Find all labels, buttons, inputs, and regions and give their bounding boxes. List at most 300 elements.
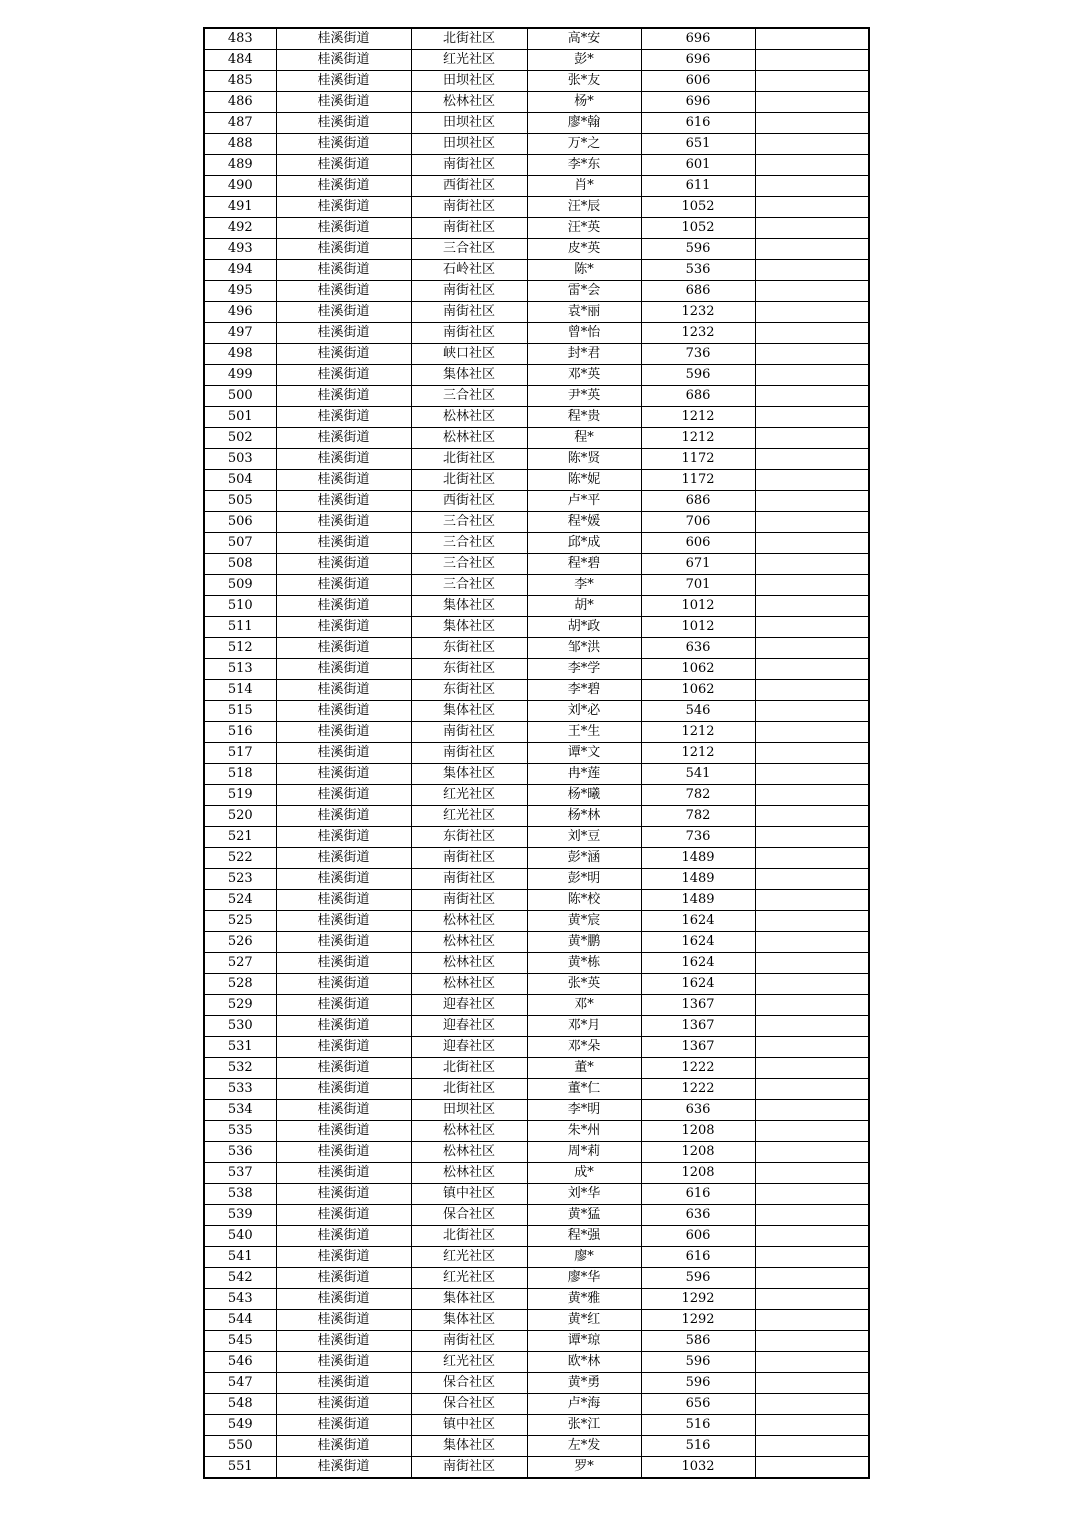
row-number-cell: 483 [204,28,276,50]
amount-cell: 616 [641,113,755,134]
street-cell: 桂溪街道 [276,764,411,785]
amount-cell: 706 [641,512,755,533]
name-cell: 董* [527,1058,641,1079]
remark-cell [755,302,869,323]
amount-cell: 671 [641,554,755,575]
amount-cell: 601 [641,155,755,176]
community-cell: 红光社区 [411,50,527,71]
remark-cell [755,323,869,344]
table-row [204,365,869,386]
table-row [204,596,869,617]
community-cell: 保合社区 [411,1394,527,1415]
community-cell: 三合社区 [411,533,527,554]
name-cell: 程*贵 [527,407,641,428]
amount-cell: 736 [641,344,755,365]
row-number-cell: 496 [204,302,276,323]
remark-cell [755,239,869,260]
row-number-cell: 523 [204,869,276,890]
name-cell: 程*碧 [527,554,641,575]
amount-cell: 606 [641,1226,755,1247]
street-cell: 桂溪街道 [276,932,411,953]
row-number-cell: 524 [204,890,276,911]
remark-cell [755,1121,869,1142]
row-number-cell: 540 [204,1226,276,1247]
community-cell: 北街社区 [411,449,527,470]
amount-cell: 686 [641,281,755,302]
remark-cell [755,260,869,281]
amount-cell: 1012 [641,596,755,617]
street-cell: 桂溪街道 [276,1268,411,1289]
remark-cell [755,554,869,575]
community-cell: 东街社区 [411,827,527,848]
table-row [204,491,869,512]
table-row [204,1394,869,1415]
row-number-cell: 533 [204,1079,276,1100]
name-cell: 封*君 [527,344,641,365]
community-cell: 松林社区 [411,932,527,953]
name-cell: 彭*明 [527,869,641,890]
table-row [204,722,869,743]
amount-cell: 1292 [641,1310,755,1331]
street-cell: 桂溪街道 [276,218,411,239]
row-number-cell: 505 [204,491,276,512]
name-cell: 卢*海 [527,1394,641,1415]
amount-cell: 636 [641,638,755,659]
name-cell: 张*友 [527,71,641,92]
name-cell: 李*碧 [527,680,641,701]
amount-cell: 516 [641,1415,755,1436]
amount-cell: 1489 [641,890,755,911]
amount-cell: 516 [641,1436,755,1457]
street-cell: 桂溪街道 [276,1079,411,1100]
name-cell: 杨*林 [527,806,641,827]
amount-cell: 1624 [641,911,755,932]
community-cell: 集体社区 [411,1289,527,1310]
amount-cell: 1212 [641,743,755,764]
remark-cell [755,1373,869,1394]
row-number-cell: 551 [204,1457,276,1479]
row-number-cell: 494 [204,260,276,281]
remark-cell [755,1352,869,1373]
community-cell: 南街社区 [411,722,527,743]
street-cell: 桂溪街道 [276,323,411,344]
amount-cell: 696 [641,50,755,71]
row-number-cell: 512 [204,638,276,659]
table-row [204,281,869,302]
street-cell: 桂溪街道 [276,1415,411,1436]
street-cell: 桂溪街道 [276,1457,411,1479]
table-row [204,953,869,974]
amount-cell: 1489 [641,869,755,890]
row-number-cell: 535 [204,1121,276,1142]
community-cell: 红光社区 [411,1352,527,1373]
table-body [204,28,869,1478]
amount-cell: 1212 [641,722,755,743]
name-cell: 廖*华 [527,1268,641,1289]
name-cell: 王*生 [527,722,641,743]
name-cell: 左*发 [527,1436,641,1457]
amount-cell: 782 [641,785,755,806]
remark-cell [755,533,869,554]
amount-cell: 606 [641,533,755,554]
remark-cell [755,953,869,974]
community-cell: 迎春社区 [411,1037,527,1058]
name-cell: 彭*涵 [527,848,641,869]
table-row [204,1058,869,1079]
table-row [204,1415,869,1436]
row-number-cell: 538 [204,1184,276,1205]
document-page [203,27,870,1479]
table-row [204,1184,869,1205]
table-row [204,638,869,659]
remark-cell [755,281,869,302]
table-row [204,470,869,491]
street-cell: 桂溪街道 [276,71,411,92]
name-cell: 杨* [527,92,641,113]
amount-cell: 1062 [641,680,755,701]
table-row [204,1289,869,1310]
street-cell: 桂溪街道 [276,92,411,113]
community-cell: 北街社区 [411,1079,527,1100]
remark-cell [755,428,869,449]
street-cell: 桂溪街道 [276,260,411,281]
name-cell: 陈*妮 [527,470,641,491]
remark-cell [755,1079,869,1100]
remark-cell [755,638,869,659]
remark-cell [755,1100,869,1121]
remark-cell [755,113,869,134]
table-row [204,239,869,260]
row-number-cell: 491 [204,197,276,218]
amount-cell: 686 [641,386,755,407]
street-cell: 桂溪街道 [276,659,411,680]
community-cell: 南街社区 [411,743,527,764]
row-number-cell: 536 [204,1142,276,1163]
remark-cell [755,596,869,617]
remark-cell [755,71,869,92]
community-cell: 保合社区 [411,1373,527,1394]
street-cell: 桂溪街道 [276,28,411,50]
name-cell: 黄*宸 [527,911,641,932]
table-row [204,743,869,764]
remark-cell [755,575,869,596]
row-number-cell: 490 [204,176,276,197]
street-cell: 桂溪街道 [276,995,411,1016]
remark-cell [755,155,869,176]
name-cell: 朱*州 [527,1121,641,1142]
table-row [204,134,869,155]
remark-cell [755,785,869,806]
street-cell: 桂溪街道 [276,239,411,260]
name-cell: 刘*华 [527,1184,641,1205]
community-cell: 西街社区 [411,491,527,512]
row-number-cell: 537 [204,1163,276,1184]
table-row [204,1100,869,1121]
street-cell: 桂溪街道 [276,1331,411,1352]
name-cell: 汪*辰 [527,197,641,218]
community-cell: 集体社区 [411,1310,527,1331]
street-cell: 桂溪街道 [276,533,411,554]
remark-cell [755,827,869,848]
amount-cell: 782 [641,806,755,827]
street-cell: 桂溪街道 [276,197,411,218]
community-cell: 南街社区 [411,848,527,869]
community-cell: 北街社区 [411,28,527,50]
row-number-cell: 526 [204,932,276,953]
name-cell: 曾*怡 [527,323,641,344]
name-cell: 李*学 [527,659,641,680]
table-row [204,428,869,449]
street-cell: 桂溪街道 [276,155,411,176]
name-cell: 黄*鹏 [527,932,641,953]
remark-cell [755,1163,869,1184]
table-row [204,302,869,323]
remark-cell [755,1247,869,1268]
table-row [204,533,869,554]
name-cell: 卢*平 [527,491,641,512]
row-number-cell: 522 [204,848,276,869]
name-cell: 胡* [527,596,641,617]
street-cell: 桂溪街道 [276,1100,411,1121]
community-cell: 迎春社区 [411,995,527,1016]
row-number-cell: 541 [204,1247,276,1268]
street-cell: 桂溪街道 [276,1163,411,1184]
table-row [204,995,869,1016]
row-number-cell: 515 [204,701,276,722]
amount-cell: 1032 [641,1457,755,1479]
street-cell: 桂溪街道 [276,722,411,743]
table-row [204,386,869,407]
table-row [204,827,869,848]
row-number-cell: 517 [204,743,276,764]
name-cell: 李*明 [527,1100,641,1121]
community-cell: 北街社区 [411,1226,527,1247]
community-cell: 南街社区 [411,302,527,323]
row-number-cell: 542 [204,1268,276,1289]
row-number-cell: 503 [204,449,276,470]
street-cell: 桂溪街道 [276,827,411,848]
street-cell: 桂溪街道 [276,1247,411,1268]
amount-cell: 636 [641,1205,755,1226]
remark-cell [755,764,869,785]
table-row [204,28,869,50]
community-cell: 田坝社区 [411,71,527,92]
street-cell: 桂溪街道 [276,1226,411,1247]
community-cell: 南街社区 [411,155,527,176]
name-cell: 成* [527,1163,641,1184]
name-cell: 冉*莲 [527,764,641,785]
row-number-cell: 550 [204,1436,276,1457]
community-cell: 松林社区 [411,1121,527,1142]
amount-cell: 1208 [641,1142,755,1163]
street-cell: 桂溪街道 [276,890,411,911]
street-cell: 桂溪街道 [276,1394,411,1415]
street-cell: 桂溪街道 [276,1436,411,1457]
amount-cell: 1624 [641,932,755,953]
remark-cell [755,449,869,470]
street-cell: 桂溪街道 [276,1289,411,1310]
community-cell: 三合社区 [411,575,527,596]
table-row [204,50,869,71]
table-row [204,113,869,134]
community-cell: 三合社区 [411,554,527,575]
name-cell: 程* [527,428,641,449]
row-number-cell: 534 [204,1100,276,1121]
table-row [204,155,869,176]
street-cell: 桂溪街道 [276,554,411,575]
street-cell: 桂溪街道 [276,848,411,869]
table-row [204,1310,869,1331]
table-row [204,71,869,92]
row-number-cell: 543 [204,1289,276,1310]
table-row [204,806,869,827]
amount-cell: 1232 [641,323,755,344]
row-number-cell: 529 [204,995,276,1016]
street-cell: 桂溪街道 [276,806,411,827]
row-number-cell: 510 [204,596,276,617]
remark-cell [755,1058,869,1079]
remark-cell [755,176,869,197]
street-cell: 桂溪街道 [276,1058,411,1079]
name-cell: 万*之 [527,134,641,155]
amount-cell: 1212 [641,428,755,449]
row-number-cell: 493 [204,239,276,260]
remark-cell [755,218,869,239]
name-cell: 刘*必 [527,701,641,722]
street-cell: 桂溪街道 [276,428,411,449]
name-cell: 邱*成 [527,533,641,554]
community-cell: 松林社区 [411,1142,527,1163]
table-row [204,512,869,533]
row-number-cell: 508 [204,554,276,575]
street-cell: 桂溪街道 [276,365,411,386]
table-row [204,260,869,281]
row-number-cell: 544 [204,1310,276,1331]
table-row [204,575,869,596]
remark-cell [755,1331,869,1352]
remark-cell [755,92,869,113]
community-cell: 集体社区 [411,764,527,785]
row-number-cell: 520 [204,806,276,827]
street-cell: 桂溪街道 [276,302,411,323]
name-cell: 邓*英 [527,365,641,386]
community-cell: 南街社区 [411,890,527,911]
row-number-cell: 547 [204,1373,276,1394]
street-cell: 桂溪街道 [276,1184,411,1205]
remark-cell [755,28,869,50]
table-row [204,1352,869,1373]
name-cell: 李* [527,575,641,596]
community-cell: 红光社区 [411,785,527,806]
remark-cell [755,1037,869,1058]
remark-cell [755,407,869,428]
row-number-cell: 549 [204,1415,276,1436]
community-cell: 集体社区 [411,617,527,638]
amount-cell: 696 [641,92,755,113]
remark-cell [755,1142,869,1163]
row-number-cell: 500 [204,386,276,407]
community-cell: 东街社区 [411,638,527,659]
remark-cell [755,470,869,491]
remark-cell [755,386,869,407]
street-cell: 桂溪街道 [276,113,411,134]
table-row [204,659,869,680]
remark-cell [755,932,869,953]
table-row [204,92,869,113]
community-cell: 南街社区 [411,869,527,890]
community-cell: 红光社区 [411,1247,527,1268]
remark-cell [755,1226,869,1247]
name-cell: 杨*曦 [527,785,641,806]
remark-cell [755,995,869,1016]
name-cell: 程*媛 [527,512,641,533]
name-cell: 胡*政 [527,617,641,638]
table-row [204,1205,869,1226]
row-number-cell: 511 [204,617,276,638]
amount-cell: 656 [641,1394,755,1415]
row-number-cell: 499 [204,365,276,386]
street-cell: 桂溪街道 [276,386,411,407]
remark-cell [755,365,869,386]
amount-cell: 1367 [641,995,755,1016]
amount-cell: 1062 [641,659,755,680]
name-cell: 黄*雅 [527,1289,641,1310]
community-cell: 田坝社区 [411,113,527,134]
amount-cell: 541 [641,764,755,785]
name-cell: 程*强 [527,1226,641,1247]
remark-cell [755,848,869,869]
community-cell: 集体社区 [411,596,527,617]
table-row [204,932,869,953]
street-cell: 桂溪街道 [276,617,411,638]
table-row [204,680,869,701]
table-row [204,1373,869,1394]
community-cell: 松林社区 [411,1163,527,1184]
row-number-cell: 484 [204,50,276,71]
community-cell: 红光社区 [411,806,527,827]
amount-cell: 686 [641,491,755,512]
community-cell: 迎春社区 [411,1016,527,1037]
row-number-cell: 548 [204,1394,276,1415]
remark-cell [755,1457,869,1479]
table-row [204,1226,869,1247]
remark-cell [755,743,869,764]
street-cell: 桂溪街道 [276,1142,411,1163]
amount-cell: 596 [641,365,755,386]
table-row [204,1016,869,1037]
street-cell: 桂溪街道 [276,134,411,155]
street-cell: 桂溪街道 [276,596,411,617]
row-number-cell: 530 [204,1016,276,1037]
row-number-cell: 509 [204,575,276,596]
street-cell: 桂溪街道 [276,974,411,995]
community-cell: 田坝社区 [411,134,527,155]
amount-cell: 651 [641,134,755,155]
table-row [204,407,869,428]
row-number-cell: 518 [204,764,276,785]
amount-cell: 596 [641,239,755,260]
remark-cell [755,1184,869,1205]
street-cell: 桂溪街道 [276,1352,411,1373]
street-cell: 桂溪街道 [276,743,411,764]
street-cell: 桂溪街道 [276,50,411,71]
name-cell: 邓*月 [527,1016,641,1037]
name-cell: 邓*朵 [527,1037,641,1058]
amount-cell: 736 [641,827,755,848]
table-row [204,1436,869,1457]
street-cell: 桂溪街道 [276,1037,411,1058]
table-row [204,848,869,869]
